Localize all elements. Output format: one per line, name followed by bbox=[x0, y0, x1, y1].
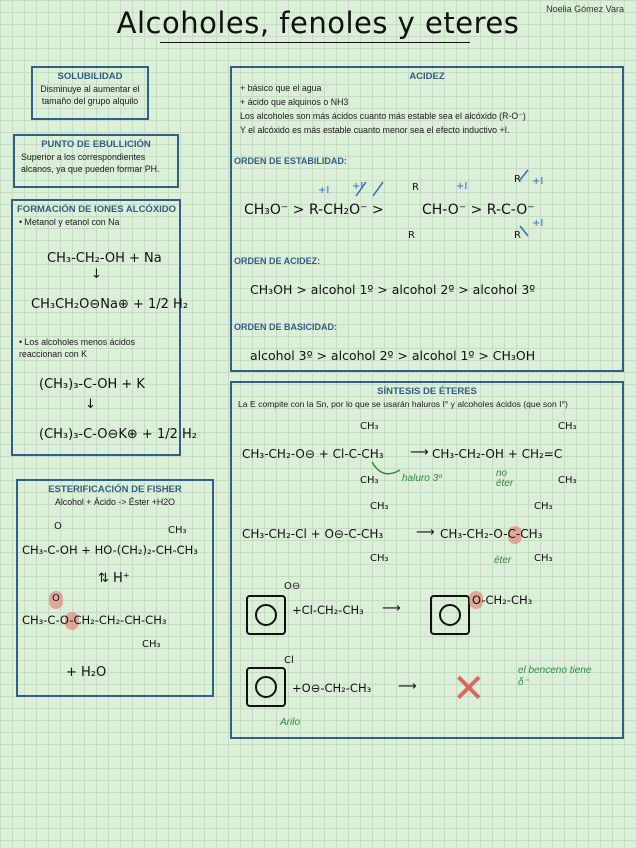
sintesis-box bbox=[230, 381, 624, 739]
inductive-label-4: +I bbox=[532, 176, 544, 187]
no-eter-note: no éter bbox=[496, 468, 514, 489]
r4-reagent: +O⊖-CH₂-CH₃ bbox=[292, 681, 372, 695]
arilo-note: Arilo bbox=[280, 717, 301, 728]
phenoxide-o: O⊖ bbox=[284, 581, 301, 592]
r3-arrow: ⟶ bbox=[382, 601, 401, 616]
fisher-catalyst: ⇅ H⁺ bbox=[98, 571, 130, 586]
acidez-line-4: Y el alcóxido es más estable cuanto menor sea el efecto inductivo +I. bbox=[240, 124, 510, 135]
substituent-r-4: R bbox=[514, 230, 521, 241]
alcoxido-arrow-2: ↓ bbox=[85, 397, 96, 412]
acidez-line-1: + básico que el agua bbox=[240, 83, 322, 93]
fisher-reactants: CH₃-C-OH + HO-(CH₂)₂-CH-CH₃ bbox=[22, 543, 198, 557]
solubilidad-heading: SOLUBILIDAD bbox=[57, 71, 123, 82]
r2-arrow: ⟶ bbox=[416, 525, 435, 540]
r1-product-methyl-top: CH₃ bbox=[558, 421, 577, 432]
alcoxido-bullet-1: • Metanol y etanol con Na bbox=[19, 217, 120, 227]
fisher-box bbox=[16, 479, 214, 697]
fisher-carbonyl-o: O bbox=[54, 521, 62, 532]
aryl-cl: Cl bbox=[284, 655, 294, 666]
alcoxido-eq1-reactants: CH₃-CH₂-OH + Na bbox=[47, 251, 162, 266]
author-name: Noelia Gómez Vara bbox=[546, 4, 624, 14]
acidez-box bbox=[230, 66, 624, 372]
sintesis-intro: La E compite con la Sn, por lo que se usarán haluros I° y alcoholes ácidos (que son I°) bbox=[238, 399, 568, 409]
basicidad-label: ORDEN DE BASICIDAD: bbox=[234, 322, 338, 332]
substituent-r-1: R bbox=[412, 182, 419, 193]
alcoxido-arrow-1: ↓ bbox=[91, 267, 102, 282]
benzene-ring-2 bbox=[430, 595, 470, 635]
r2-methyl-top: CH₃ bbox=[370, 501, 389, 512]
r2-product-methyl-top: CH₃ bbox=[534, 501, 553, 512]
haluro-note: haluro 3º bbox=[402, 473, 442, 484]
r1-methyl-bottom: CH₃ bbox=[360, 475, 379, 486]
ebullicion-heading: PUNTO DE EBULLICIÓN bbox=[41, 139, 151, 150]
basicidad-eq: alcohol 3º > alcohol 2º > alcohol 1º > CH₃OH bbox=[250, 348, 536, 363]
benceno-note: el benceno tiene δ⁻ bbox=[518, 665, 592, 688]
alcoxido-eq2-products: (CH₃)₃-C-O⊖K⊕ + 1/2 H₂ bbox=[39, 427, 197, 442]
alcoxido-heading: FORMACIÓN DE IONES ALCÓXIDO bbox=[17, 204, 177, 215]
fisher-water: + H₂O bbox=[66, 665, 107, 680]
alcoxido-box bbox=[11, 199, 197, 456]
inductive-label-1: +I bbox=[318, 185, 330, 196]
fisher-subtitle: Alcohol + Ácido -> Éster +H2O bbox=[54, 497, 176, 507]
inductive-label-3: +I bbox=[456, 181, 468, 192]
benzene-ring-3 bbox=[246, 667, 286, 707]
alcoxido-eq1-products: CH₃CH₂O⊖Na⊕ + 1/2 H₂ bbox=[31, 297, 189, 312]
r2-reactants: CH₃-CH₂-Cl + O⊖-C-CH₃ bbox=[242, 527, 384, 541]
r4-arrow: ⟶ bbox=[398, 679, 417, 694]
solubilidad-text: Disminuye al aumentar el tamaño del grupo alquilo bbox=[40, 84, 140, 106]
acidez-heading: ACIDEZ bbox=[409, 71, 445, 82]
fisher-methyl-top: CH₃ bbox=[168, 525, 187, 536]
r3-product: O-CH₂-CH₃ bbox=[472, 593, 533, 607]
r3-reagent: +Cl-CH₂-CH₃ bbox=[292, 603, 364, 617]
r1-product-methyl-bottom: CH₃ bbox=[558, 475, 577, 486]
estabilidad-eq: CH₃O⁻ > R-CH₂O⁻ > bbox=[244, 202, 384, 218]
inductive-label-2: +I bbox=[352, 181, 364, 192]
estabilidad-label: ORDEN DE ESTABILIDAD: bbox=[234, 156, 347, 166]
alcoxido-eq2-reactants: (CH₃)₃-C-OH + K bbox=[39, 377, 145, 392]
ebullicion-box bbox=[13, 134, 179, 188]
r1-methyl-top: CH₃ bbox=[360, 421, 379, 432]
inductive-label-5: +I bbox=[532, 218, 544, 229]
acidez-order-eq: CH₃OH > alcohol 1º > alcohol 2º > alcohol 3º bbox=[250, 282, 536, 297]
no-reaction-cross: ✕ bbox=[452, 666, 486, 712]
sintesis-heading: SÍNTESIS DE ÉTERES bbox=[377, 386, 477, 397]
solubilidad-box bbox=[31, 66, 149, 120]
ebullicion-text: Superior a los correspondientes alcanos, ya que pueden formar PH. bbox=[21, 152, 160, 174]
substituent-r-2: R bbox=[408, 230, 415, 241]
eter-note: éter bbox=[494, 555, 512, 566]
acidez-line-3: Los alcoholes son más ácidos cuanto más estable sea el alcóxido (R-O⁻) bbox=[240, 110, 526, 121]
r1-arrow: ⟶ bbox=[410, 445, 429, 460]
r1-reactants: CH₃-CH₂-O⊖ + Cl-C-CH₃ bbox=[242, 447, 384, 461]
fisher-heading: ESTERIFICACIÓN DE FISHER bbox=[48, 484, 182, 495]
page-title: Alcoholes, fenoles y eteres bbox=[116, 6, 520, 40]
r2-product-methyl-bottom: CH₃ bbox=[534, 553, 553, 564]
fisher-ester-carbonyl-o: O bbox=[52, 593, 60, 604]
estabilidad-eq-2: CH-O⁻ > R-C-O⁻ bbox=[422, 202, 535, 218]
fisher-ester: CH₃-C-O-CH₂-CH₂-CH-CH₃ bbox=[22, 613, 167, 627]
alcoxido-bullet-2: • Los alcoholes menos ácidos reaccionan con K bbox=[19, 337, 136, 359]
substituent-r-3: R bbox=[514, 174, 521, 185]
fisher-methyl-bottom: CH₃ bbox=[142, 639, 161, 650]
r1-products: CH₃-CH₂-OH + CH₂=C bbox=[432, 447, 563, 461]
r2-products: CH₃-CH₂-O-C-CH₃ bbox=[440, 527, 543, 541]
title-underline bbox=[160, 42, 470, 43]
acidez-line-2: + ácido que alquinos o NH3 bbox=[240, 96, 349, 107]
acidez-order-label: ORDEN DE ACIDEZ: bbox=[234, 256, 321, 266]
benzene-ring-1 bbox=[246, 595, 286, 635]
r2-methyl-bottom: CH₃ bbox=[370, 553, 389, 564]
